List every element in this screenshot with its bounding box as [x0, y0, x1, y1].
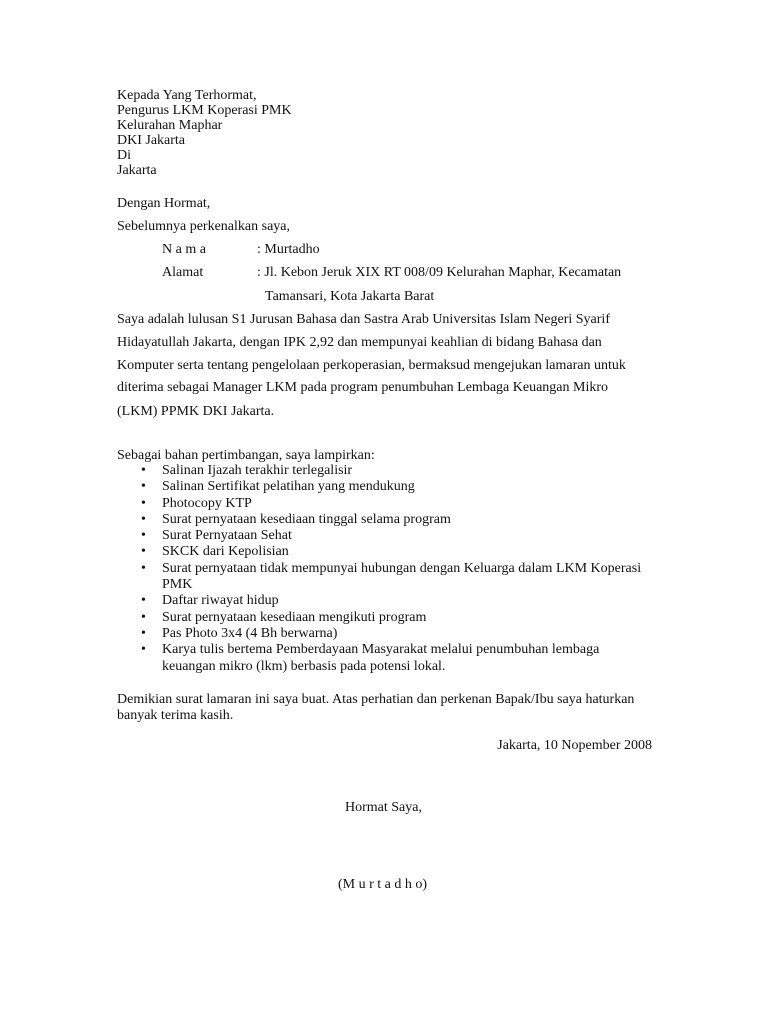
list-item-text: Surat pernyataan tidak mempunyai hubungan dengan Keluarga dalam LKM Koperasi [162, 560, 642, 576]
list-item [138, 479, 641, 495]
bullet-icon: • [141, 463, 146, 478]
signature-name: (M u r t a d h o) [338, 877, 428, 892]
attachments-intro: Sebagai bahan pertimbangan, saya lampirkan: [117, 448, 375, 463]
bullet-icon: • [141, 560, 146, 576]
list-item-text: Surat pernyataan kesediaan tinggal selama program [162, 511, 451, 527]
bullet-icon: • [141, 528, 146, 544]
name-value: : Murtadho [257, 242, 320, 257]
bullet-icon: • [141, 511, 146, 527]
date-line: Jakarta, 10 Nopember 2008 [497, 738, 652, 753]
bullet-icon: • [141, 642, 146, 658]
address-value-continued: Tamansari, Kota Jakarta Barat [265, 289, 435, 304]
closing-line: banyak terima kasih. [117, 708, 234, 723]
list-item [138, 528, 641, 544]
list-item [138, 593, 641, 609]
list-item [138, 561, 641, 594]
recipient-line: DKI Jakarta [117, 133, 186, 148]
list-item-text: Salinan Sertifikat pelatihan yang mendukung [162, 479, 415, 495]
list-item-text: Surat Pernyataan Sehat [162, 528, 292, 544]
bullet-icon: • [141, 593, 146, 609]
list-item [138, 496, 641, 512]
bullet-icon: • [141, 625, 146, 641]
bullet-icon: • [141, 495, 146, 511]
list-item-text-continued: keuangan mikro (lkm) berbasis pada potensi lokal. [162, 658, 446, 674]
bullet-icon: • [141, 479, 146, 495]
body-paragraph-line: Saya adalah lulusan S1 Jurusan Bahasa dan Sastra Arab Universitas Islam Negeri Syarif [117, 312, 610, 327]
body-paragraph-line: Komputer serta tentang pengelolaan perkoperasian, bermaksud mengejukan lamaran untuk [117, 358, 626, 373]
list-item-text: Photocopy KTP [162, 495, 252, 511]
recipient-line: Pengurus LKM Koperasi PMK [117, 103, 292, 118]
list-item-text: SKCK dari Kepolisian [162, 544, 289, 560]
name-label: N a m a [162, 242, 206, 257]
list-item [138, 610, 641, 626]
bullet-icon: • [141, 544, 146, 560]
list-item-text: Karya tulis bertema Pemberdayaan Masyarakat melalui penumbuhan lembaga [162, 642, 600, 658]
list-item [138, 544, 641, 560]
recipient-line: Kepada Yang Terhormat, [117, 88, 257, 103]
list-item [138, 463, 641, 479]
recipient-line: Kelurahan Maphar [117, 118, 223, 133]
recipient-address [117, 88, 292, 178]
address-value: : Jl. Kebon Jeruk XIX RT 008/09 Kelurahan Maphar, Kecamatan [257, 265, 622, 280]
address-label: Alamat [162, 265, 204, 280]
list-item-text: Salinan Ijazah terakhir terlegalisir [162, 463, 353, 478]
list-item-text: Surat pernyataan kesediaan mengikuti program [162, 609, 427, 625]
body-paragraph-line: Hidayatullah Jakarta, dengan IPK 2,92 dan mempunyai keahlian di bidang Bahasa dan [117, 335, 602, 350]
signoff: Hormat Saya, [345, 800, 422, 815]
list-item [138, 626, 641, 642]
list-item-text: Pas Photo 3x4 (4 Bh berwarna) [162, 625, 338, 641]
body-paragraph-line: diterima sebagai Manager LKM pada program penumbuhan Lembaga Keuangan Mikro [117, 380, 608, 395]
recipient-line: Jakarta [117, 163, 157, 178]
list-item-text: Daftar riwayat hidup [162, 593, 279, 609]
recipient-line: Di [117, 148, 131, 163]
bullet-icon: • [141, 609, 146, 625]
list-item [138, 512, 641, 528]
body-paragraph-line: (LKM) PPMK DKI Jakarta. [117, 404, 275, 419]
intro-line: Sebelumnya perkenalkan saya, [117, 219, 290, 234]
list-item-text-continued: PMK [162, 577, 193, 593]
greeting: Dengan Hormat, [117, 196, 211, 211]
list-item [138, 642, 641, 675]
attachments-list [138, 463, 641, 675]
closing-line: Demikian surat lamaran ini saya buat. Atas perhatian dan perkenan Bapak/Ibu saya haturkan [117, 692, 635, 707]
